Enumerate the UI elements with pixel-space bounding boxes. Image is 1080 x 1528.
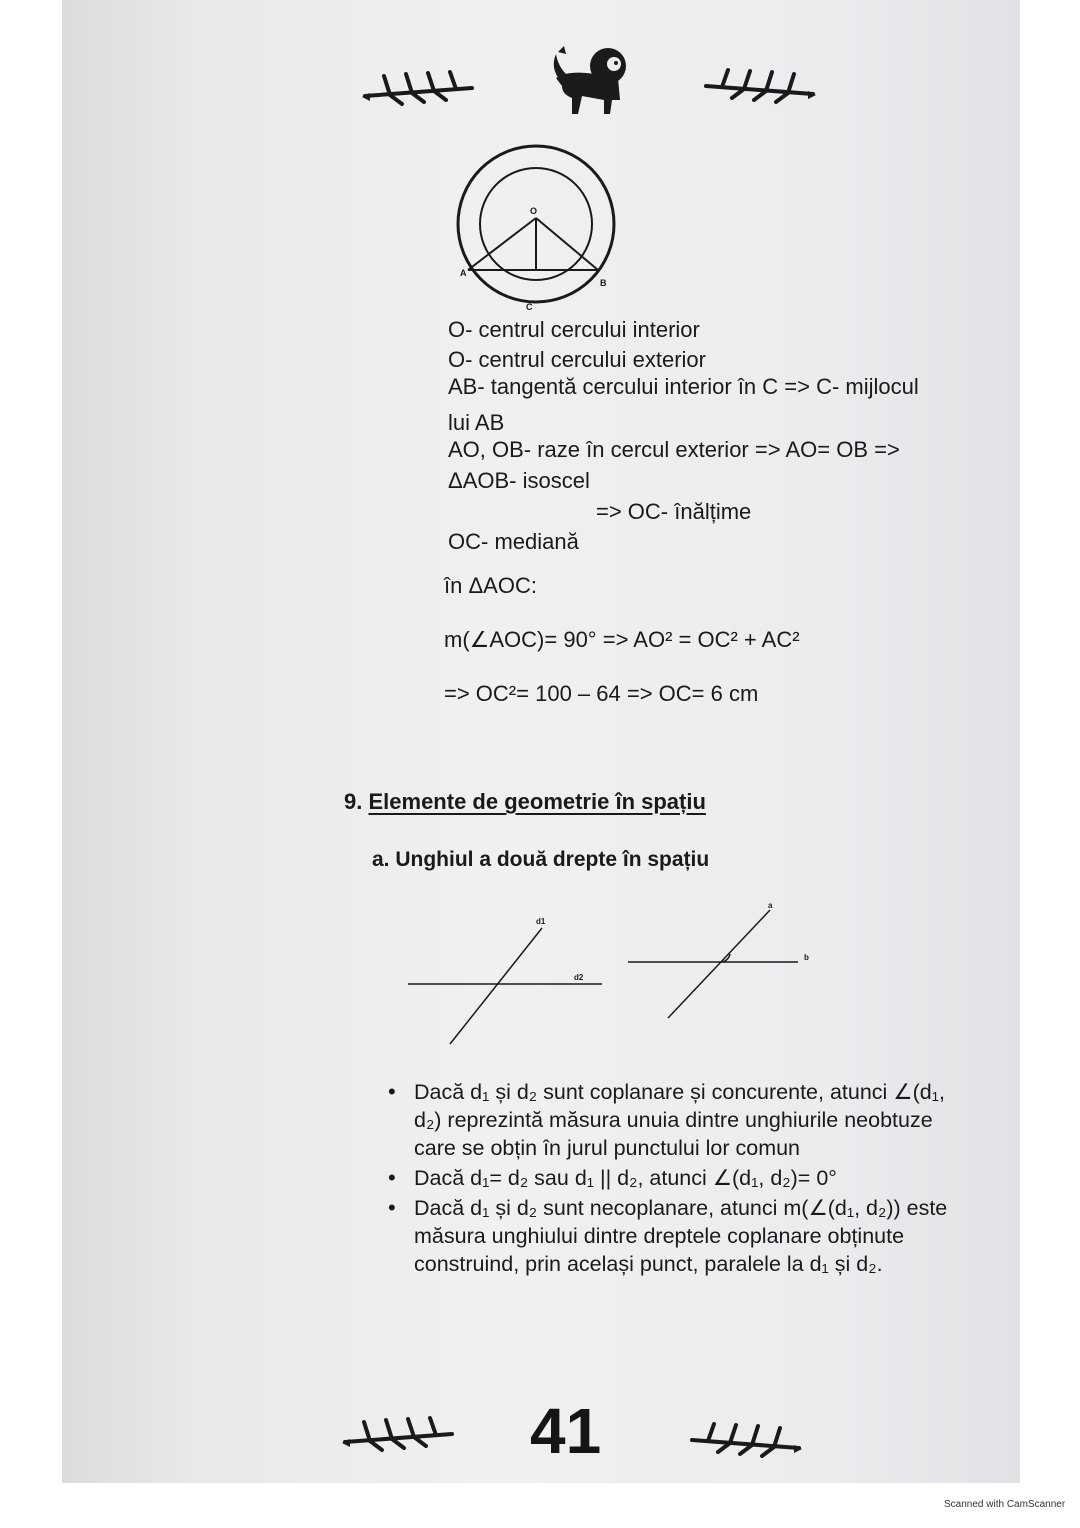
- section-heading: [344, 788, 706, 815]
- proof-line-10: m(∠AOC)= 90° => AO² = OC² + AC²: [444, 627, 800, 652]
- line-d1: [450, 928, 542, 1044]
- list-item: • Dacă d₁ și d₂ sunt necoplanare, atunci m(∠(d₁, d₂)) este măsura unghiului dintre dreptele coplanare obținute construind, prin același punct, paralele la d₁ și d₂.: [385, 1194, 965, 1278]
- subsection-heading: [372, 846, 709, 873]
- label-o: O: [530, 206, 538, 216]
- angle-arc: [722, 954, 730, 962]
- proof-line-6: ΔAOB- isoscel: [448, 468, 590, 493]
- subsection-letter: a.: [372, 848, 390, 871]
- header-laurel-left-icon: [360, 68, 480, 108]
- radius-oa: [468, 218, 536, 270]
- proof-line-11: => OC²= 100 – 64 => OC= 6 cm: [444, 681, 759, 706]
- list-item: • Dacă d₁= d₂ sau d₁ || d₂, atunci ∠(d₁, d₂)= 0°: [385, 1164, 965, 1192]
- lines-angle-figure: [400, 900, 830, 1050]
- concentric-circles-figure: [448, 140, 628, 320]
- proof-line-2: O- centrul cercului exterior: [448, 347, 706, 372]
- proof-line-1: O- centrul cercului interior: [448, 317, 700, 342]
- header-laurel-right-icon: [698, 66, 818, 106]
- proof-line-3: AB- tangentă cercului interior în C => C- mijlocul: [448, 374, 919, 399]
- label-c: C: [526, 302, 533, 312]
- label-d1: d1: [536, 917, 546, 926]
- proof-line-9: în ΔAOC:: [444, 573, 537, 598]
- line-a: [668, 910, 770, 1018]
- footer-laurel-right-icon: [684, 1420, 804, 1460]
- label-d2: d2: [574, 973, 584, 982]
- scan-credit: Scanned with CamScanner: [944, 1499, 1066, 1510]
- label-a-line: a: [768, 901, 773, 910]
- proof-line-5: AO, OB- raze în cercul exterior => AO= OB =>: [448, 437, 900, 462]
- page-number: 41: [530, 1395, 602, 1467]
- label-b: B: [600, 278, 607, 288]
- header-lion-icon: [548, 44, 634, 120]
- section-title: Elemente de geometrie în spațiu: [368, 789, 706, 814]
- section-number: 9.: [344, 789, 363, 814]
- subsection-title: Unghiul a două drepte în spațiu: [395, 848, 710, 871]
- footer-laurel-left-icon: [340, 1414, 460, 1454]
- list-item: • Dacă d₁ și d₂ sunt coplanare și concurente, atunci ∠(d₁, d₂) reprezintă măsura unuia dintre unghiurile neobtuze care se obțin în jurul punctului lor comun: [385, 1078, 965, 1162]
- label-b-line: b: [804, 953, 809, 962]
- label-a: A: [460, 268, 467, 278]
- angle-rules-list: [385, 1078, 965, 1280]
- proof-line-7: => OC- înălțime: [596, 499, 752, 524]
- proof-line-4: lui AB: [448, 410, 505, 435]
- proof-line-8: OC- mediană: [448, 529, 579, 554]
